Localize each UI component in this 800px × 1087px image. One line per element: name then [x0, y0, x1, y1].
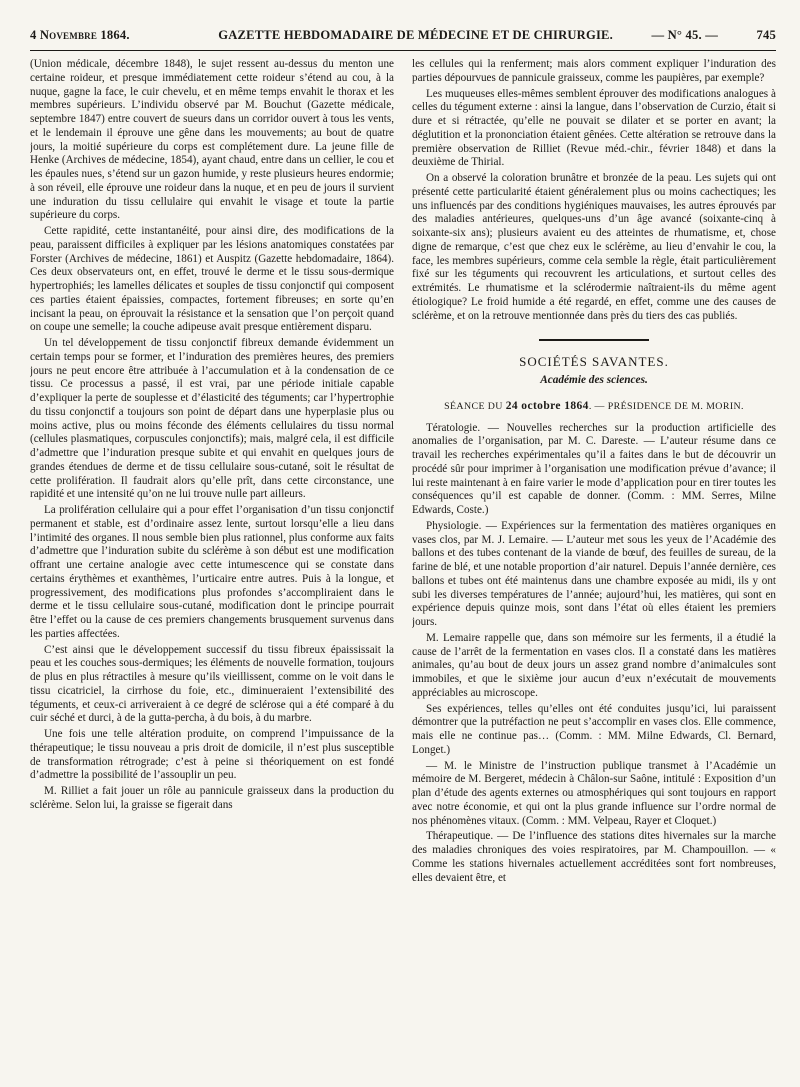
- issue-number: — N° 45. —: [651, 28, 719, 42]
- right-column: [412, 58, 776, 1075]
- paragraph: Un tel développement de tissu conjonctif fibreux demande évidemment un certain temps pour se former, et l’induration des premières heures, des premiers jours ne peut encore être attribuée à l’accumulation et à la condensation de ce tissu. Ce processus a passé, il est vrai, par une période initiale capable d’expliquer la perte de souplesse et d’élasticité des téguments; car l’hypertrophie du tissu conjonctif a toujours son point de départ dans une hyperplasie plus ou moins active, plus ou moins féconde des éléments cellulaires du tissu normal (cellules plasmatiques, corpuscules conjonctifs); mais, malgré cela, il est difficile d’admettre que l’induration presque subite et qui envahit en quelques jours de grandes étendues de derme et de tissu cellulaire sous-cutané, soit le résultat de cette prolifération. Il faudrait alors qu’elle prît, dans cette circonstance, une rapidité et une intensité qu’on ne lui trouve nulle part ailleurs.: [30, 337, 394, 501]
- paragraph: Tératologie. — Nouvelles recherches sur la production artificielle des anomalies de l’organisation, par M. C. Dareste. — L’auteur résume dans ce travail les recherches expérimentales qu’il a faites dans le but de découvrir un procédé sûr pour imprimer à l’organisation une modification prévue d’avance; il lui reste maintenant à en faire varier le mode d’application pour en tirer toutes les conséquences qu’il est capable de donner. (Comm. : MM. Serres, Milne Edwards, Coste.): [412, 421, 776, 516]
- paragraph: Les muqueuses elles-mêmes semblent éprouver des modifications analogues à celles du tégument externe : ainsi la langue, dans l’observation de Curzio, était si dure et si rétractée, qu’elle ne pouvait se dilater et se porter en avant; la déglutition et la prononciation étaient gênées. Cette altération se retrouve dans la première observation de Rilliet (Revue méd.-chir., février 1848) et dans la deuxième de Thirial.: [412, 87, 776, 169]
- text-columns: [30, 58, 776, 1075]
- page-number: 745: [756, 28, 776, 42]
- paragraph: On a observé la coloration brunâtre et bronzée de la peau. Les sujets qui ont présenté cette particularité étaient généralement plus ou moins cachectiques; les uns influencés par des conditions hygiéniques mauvaises, les autres éprouvés par des maladies antérieures, quelques-uns d’un âge avancé (soixante-cinq à soixante-six ans); plusieurs avaient eu des atteintes de rhumatisme, et, chose digne de remarque, c’est que chez eux le sclérème, au lieu d’envahir le cou, la face, les membres supérieurs, comme cela semble la règle, était particulièrement fixé sur les téguments qui recouvrent les articulations, et surtout celles des extrémités. Le rhumatisme et la sclérodermie naîtraient-ils du même agent étiologique? Le froid humide a été regardé, en effet, comme une des causes de sclérème, et on la retrouve mentionnée dans près du tiers des cas publiés.: [412, 172, 776, 322]
- section-subtitle: Académie des sciences.: [540, 374, 648, 386]
- issue-date: 4 Novembre 1864.: [30, 28, 130, 42]
- page-header: [30, 28, 776, 51]
- paragraph: M. Rilliet a fait jouer un rôle au pannicule graisseux dans la production du sclérème. Selon lui, la graisse se figerait dans: [30, 785, 394, 811]
- seance-suffix: . — PRÉSIDENCE DE M. MORIN.: [588, 400, 744, 412]
- paragraph: Cette rapidité, cette instantanéité, pour ainsi dire, des modifications de la peau, paraissent difficiles à expliquer par les lésions anatomiques constatées par Forster (Archives de médecine, 1861) et Auspitz (Gazette hebdomadaire, 1864). Ces deux observateurs ont, en effet, trouvé le derme et le tissu sous-dermique hypertrophiés; les lamelles délicates et souples de tissu conjonctif qui composent ces parties étaient épaissies, compactes, fortement fibreuses; en sorte qu’en incisant la peau, on éprouvait la résistance et la sensation que l’on perçoit quand on coupe une semelle; la couche adipeuse avait presque entièrement disparu.: [30, 225, 394, 334]
- paragraph: Une fois une telle altération produite, on comprend l’impuissance de la thérapeutique; le tissu nouveau a pris droit de domicile, il n’est plus susceptible de transformation rétrograde; c’est à peine si théoriquement on est fondé d’admettre la possibilité de l’assouplir un peu.: [30, 728, 394, 782]
- paragraph: Physiologie. — Expériences sur la fermentation des matières organiques en vases clos, par M. J. Lemaire. — L’auteur met sous les yeux de l’Académie des ballons et des tubes contenant de la viande de bœuf, des feuilles de sureau, de la farine de blé, et une notable proportion d’air naturel. Depuis l’année dernière, ces ballons et tubes ont été maintenus dans une chambre exposée au midi, ils y ont subi les diverses températures de l’année; aujourd’hui, les matières, qui sont en expérience depuis quinze mois, sont dans l’état où elles étaient les premiers jours.: [412, 519, 776, 628]
- paragraph: M. Lemaire rappelle que, dans son mémoire sur les ferments, il a étudié la cause de l’arrêt de la fermentation en vases clos. Il a constaté dans les matières animales, qu’au bout de deux jours un assez grand nombre d’animalcules sont immobiles, et que le sixième jour aucun d’eux n’exécutait de mouvements appréciables au microscope.: [412, 631, 776, 699]
- journal-title: GAZETTE HEBDOMADAIRE DE MÉDECINE ET DE CHIRURGIE.: [218, 28, 614, 42]
- left-column: [30, 58, 394, 1075]
- section-divider: [539, 339, 649, 341]
- paragraph: les cellules qui la renferment; mais alors comment expliquer l’induration des parties dépourvues de pannicule graisseux, comme les paupières, par exemple?: [412, 58, 776, 84]
- paragraph: Thérapeutique. — De l’influence des stations dites hivernales sur la marche des maladies chroniques des voies respiratoires, par M. Champouillon. — « Comme les stations hivernales actuellement accréditées sont fort nombreuses, elles devaient être, et: [412, 830, 776, 884]
- paragraph: Ses expériences, telles qu’elles ont été conduites jusqu’ici, lui paraissent démontrer que la putréfaction ne peut s’accomplir en vases clos. Elle commence, mais elle ne continue pas… (Comm. : MM. Milne Edwards, Cl. Bernard, Longet.): [412, 702, 776, 756]
- paragraph: (Union médicale, décembre 1848), le sujet ressent au-dessus du menton une certaine roideur, et presque immédiatement cette roideur s’étend au cou, à la nuque, gagne la face, le cuir chevelu, et en même temps envahit le thorax et les membres supérieurs. L’individu observé par M. Bouchut (Gazette médicale, septembre 1847) entre couvert de sueurs dans un corridor ouvert à tous les vents, et le lendemain il éprouve une gêne dans les mouvements; au bout de quatre jours, la moitié supérieure du corps est complétement dure. La jeune fille de Henke (Archives de médecine, 1854), ayant chaud, entre dans un cellier, le cou et les épaules nues, s’étend sur un gazon humide, y reste plusieurs heures endormie; à son réveil, elle éprouve une roideur dans la nuque, et en peu de jours il survient une induration du tissu cellulaire qui envahit le visage et toute la partie supérieure du corps.: [30, 58, 394, 222]
- seance-line: [412, 400, 776, 414]
- section-title: SOCIÉTÉS SAVANTES.: [519, 354, 669, 370]
- seance-prefix: SÉANCE DU: [444, 400, 503, 412]
- paragraph: C’est ainsi que le développement successif du tissu fibreux épaississait la peau et les couches sous-dermiques; les éléments de nouvelle formation, toujours de plus en plus rétractiles à mesure qu’ils vieillissent, comme on le voit dans le tissu cicatriciel, la cirrhose du foie, etc., diminueraient l’extensibilité des téguments, et ceux-ci arriveraient à ce degré de sclérose qui a été comparé à du cuir séché et durci, à de la gutta-percha, à du bois, à du marbre.: [30, 643, 394, 725]
- paragraph: — M. le Ministre de l’instruction publique transmet à l’Académie un mémoire de M. Bergeret, médecin à Châlon-sur Saône, intitulé : Exposition d’un plan d’étude des agents externes ou atmosphériques qui sont toujours en rapport avec notre économie, et qui ont la plus grande influence sur l’ordre normal de nos phénomènes vitaux. (Comm. : MM. Velpeau, Rayer et Cloquet.): [412, 759, 776, 827]
- paragraph: La prolifération cellulaire qui a pour effet l’organisation d’un tissu conjonctif permanent et stable, est d’ordinaire assez lente, surtout lorsqu’elle a lieu dans l’intimité des organes. Il nous semble bien plus rationnel, plus conforme aux faits d’admettre que l’induration subite du sclérème à son début est une modification offrant une certaine analogie avec cette intumescence qui se constate dans certains érythèmes et exanthèmes, l’urticaire entre autres. Puis à la longue, et progressivement, des modifications plus profondes s’accompliraient dans le derme et le tissu cellulaire sous-cutané, modification dont le principe pourrait être l’effet ou la cause de ces premiers changements brusquement survenus dans les parties affectées.: [30, 504, 394, 640]
- seance-date: 24 octobre 1864: [505, 399, 589, 412]
